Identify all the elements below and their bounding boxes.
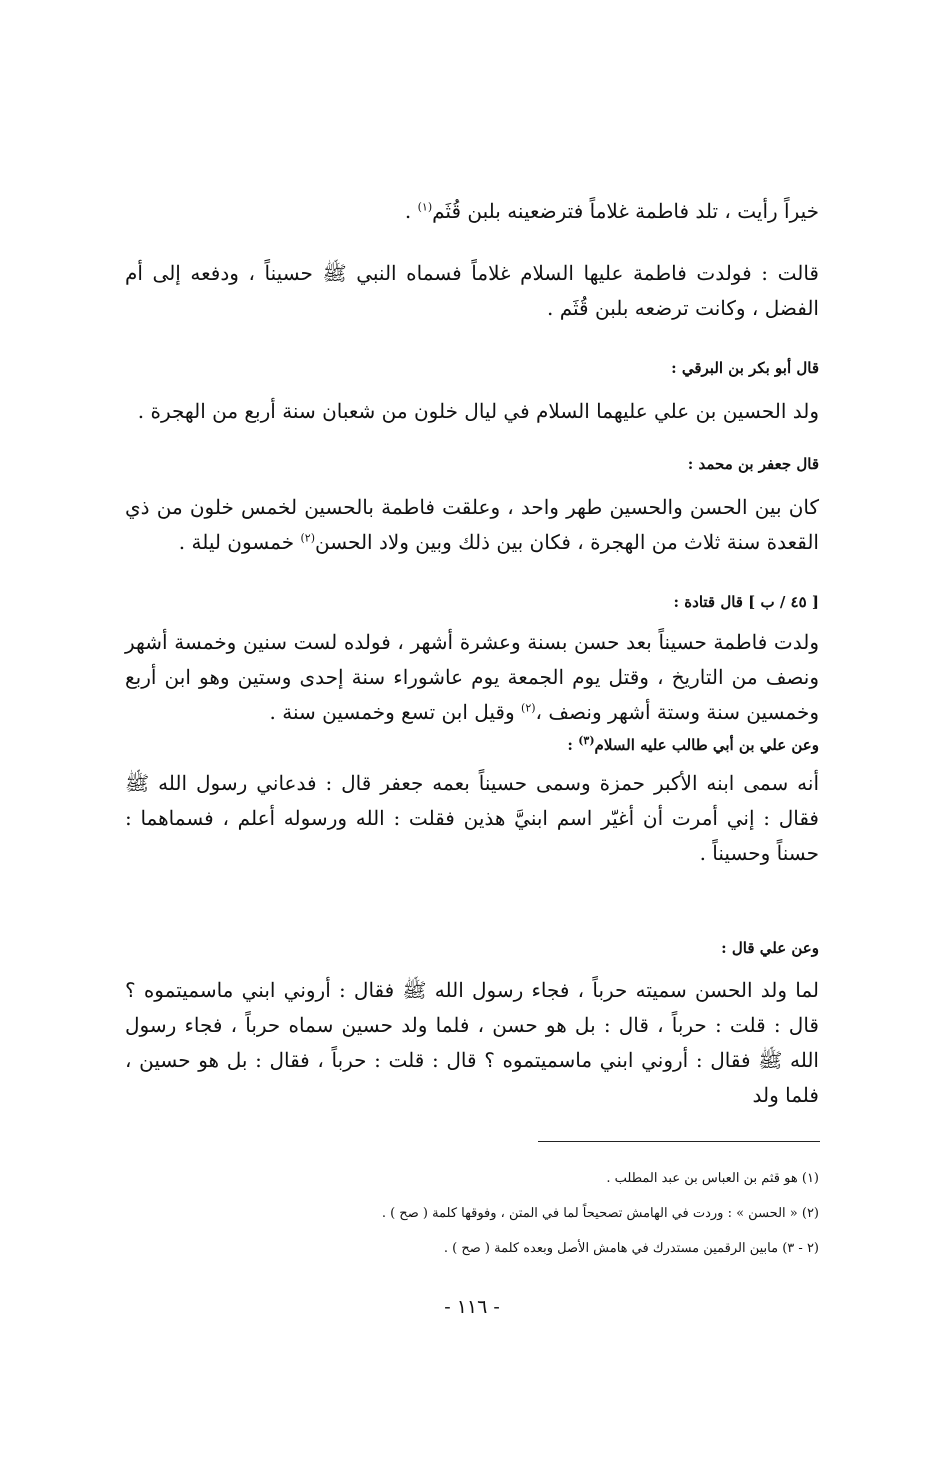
paragraph: قالت : فولدت فاطمة عليها السلام غلاماً فسماه النبي ﷺ حسيناً ، ودفعه إلى أم الفضل ، وكانت ترضعه بلبن قُثَم . — [125, 261, 819, 320]
paragraph: خيراً رأيت ، تلد فاطمة غلاماً فترضعينه بلبن قُثَم$^{(١)}$ . — [404, 199, 819, 223]
section-heading: قال أبو بكر بن البرقي : — [671, 359, 819, 377]
paragraph: ولد الحسين بن علي عليهما السلام في ليال خلون من شعبان سنة أربع من الهجرة . — [137, 399, 819, 423]
section-heading: وعن علي قال : — [721, 939, 819, 957]
footnote: (٢) « الحسن » : وردت في الهامش تصحيحاً لما في المتن ، وفوقها كلمة ( صح ) . — [381, 1206, 819, 1221]
footnote-marker: (٢) — [521, 701, 536, 715]
section-heading: [ ٤٥ / ب ] قال قتادة : — [673, 593, 819, 611]
paragraph: أنه سمى ابنه الأكبر حمزة وسمى حسيناً بعمه جعفر قال : فدعاني رسول الله ﷺ فقال : إني أمرت أن أغيّر اسم ابنيَّ هذين فقلت : الله ورسوله أعلم ، فسماهما : حسناً وحسيناً . — [125, 771, 819, 865]
section-heading: وعن علي بن أبي طالب عليه السلام$^{(٣)}$ : — [567, 734, 819, 754]
paragraph: ولدت فاطمة حسيناً بعد حسن بسنة وعشرة أشهر ، فولده لست سنين وخمسة أشهر ونصف من التاريخ ، وقتل يوم الجمعة يوم عاشوراء سنة إحدى وستين وهو ابن أربع وخمسين سنة وستة أشهر ونصف ،$^{(٢)}$ وقيل ابن تسع وخمسين سنة . — [125, 630, 819, 724]
footnote: (٢ - ٣) مابين الرقمين مستدرك في هامش الأصل وبعده كلمة ( صح ) . — [443, 1241, 819, 1256]
footnote: (١) هو قثم بن العباس بن عبد المطلب . — [606, 1171, 819, 1186]
page-number: - ١١٦ - — [444, 1296, 500, 1318]
footnote-marker: (٢) — [300, 531, 315, 545]
section-heading: قال جعفر بن محمد : — [687, 455, 819, 473]
paragraph: لما ولد الحسن سميته حرباً ، فجاء رسول الله ﷺ فقال : أروني ابني ماسميتموه ؟ قال : قلت : حرباً ، قال : بل هو حسن ، فلما ولد حسين سماه حرباً ، فجاء رسول الله ﷺ فقال : أروني ابني ماسميتموه ؟ قال : قلت : حرباً ، فقال : بل هو حسين ، فلما ولد — [125, 978, 819, 1107]
footnote-marker: (٣) — [578, 734, 595, 747]
paragraph: كان بين الحسن والحسين طهر واحد ، وعلقت فاطمة بالحسين لخمس خلون من ذي القعدة سنة ثلاث من الهجرة ، فكان بين ذلك وبين ولاد الحسن$^{(٢)}$ خمسون ليلة . — [125, 495, 819, 554]
footnote-separator — [538, 1141, 820, 1142]
footnote-marker: (١) — [417, 200, 433, 214]
